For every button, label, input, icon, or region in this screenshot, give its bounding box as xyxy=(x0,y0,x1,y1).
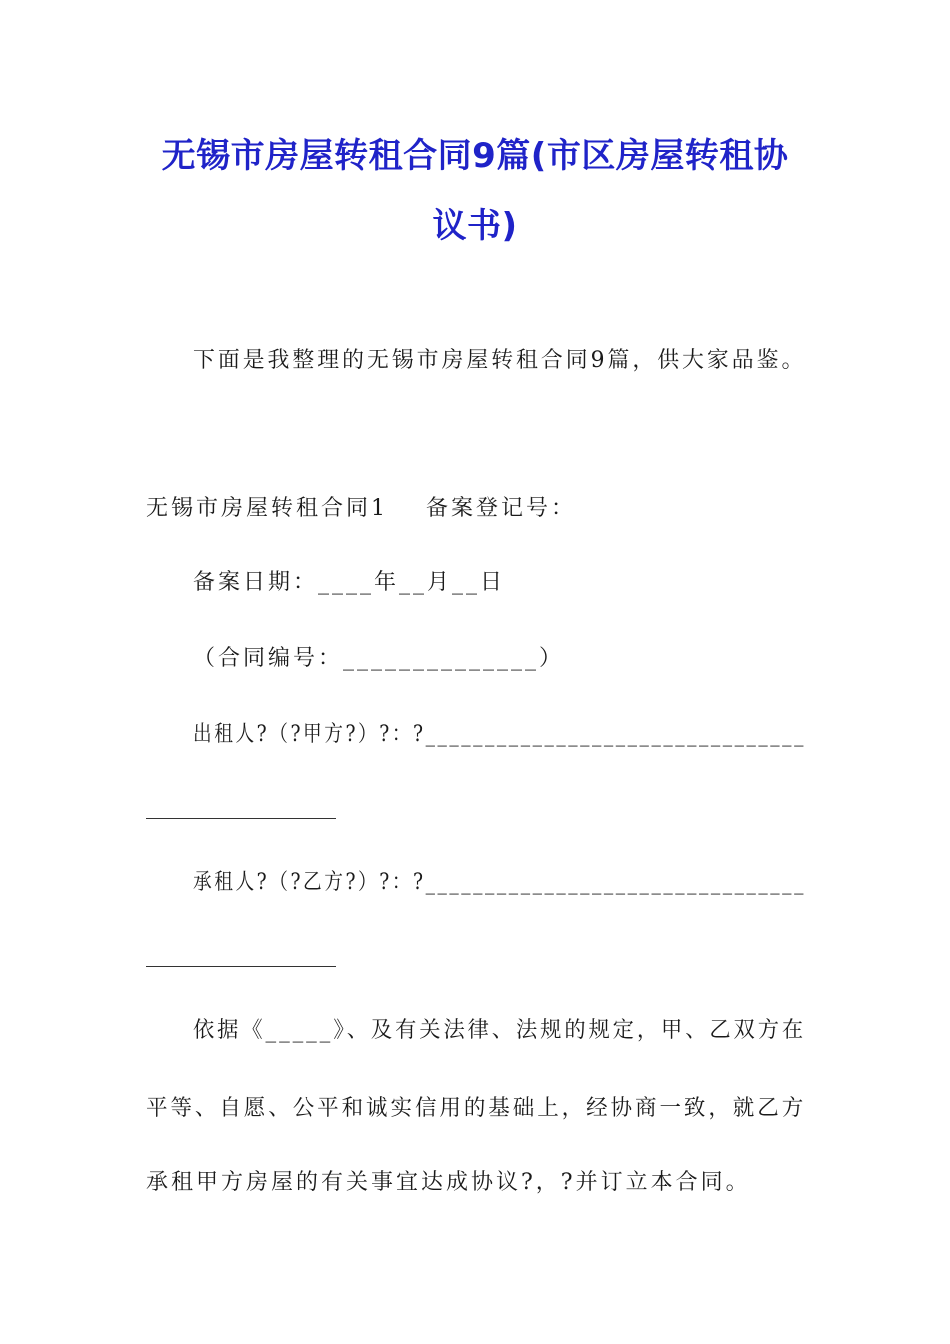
intro-paragraph: 下面是我整理的无锡市房屋转租合同9篇，供大家品鉴。 xyxy=(193,348,807,373)
record-date-field: 备案日期：____年__月__日 xyxy=(193,570,506,595)
document-title-line-1: 无锡市房屋转租合同9篇(市区房屋转租协 xyxy=(161,136,789,176)
contract-number-field: （合同编号：______________） xyxy=(193,646,565,671)
lessee-field: 承租人?（?乙方?）?：?________________________________ xyxy=(193,870,806,895)
lessor-continuation-underline xyxy=(146,818,336,819)
lessor-field: 出租人?（?甲方?）?：?________________________________ xyxy=(193,722,806,747)
basis-paragraph-line-3: 承租甲方房屋的有关事宜达成协议?，?并订立本合同。 xyxy=(146,1170,751,1195)
lessee-continuation-underline xyxy=(146,966,336,967)
basis-paragraph-line-2: 平等、自愿、公平和诚实信用的基础上，经协商一致，就乙方 xyxy=(146,1096,807,1121)
basis-paragraph-line-1: 依据《_____》、及有关法律、法规的规定，甲、乙双方在 xyxy=(193,1018,807,1043)
record-number-label: 备案登记号： xyxy=(426,496,577,521)
contract-heading: 无锡市房屋转租合同1 xyxy=(146,496,388,521)
document-title-line-2: 议书) xyxy=(432,206,518,246)
